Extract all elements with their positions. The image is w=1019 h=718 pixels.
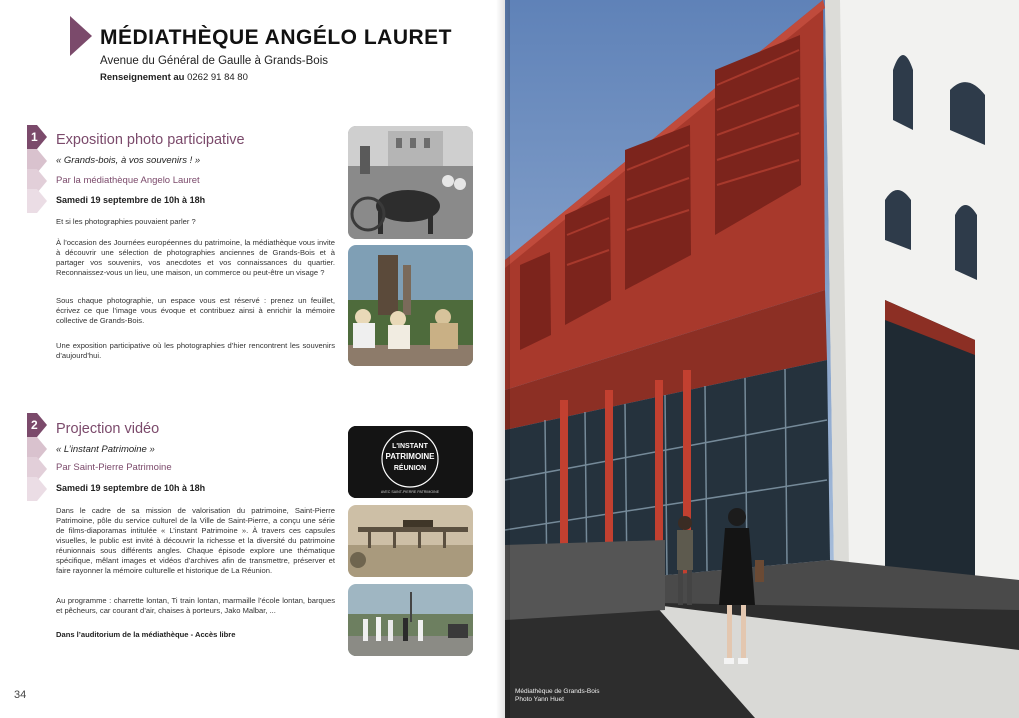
building-photo [505, 0, 1019, 718]
section-2-number: 2 [31, 418, 38, 432]
section-1-paragraph: À l’occasion des Journées européennes du patrimoine, la médiathèque vous invite à découvrir une sélection de photographies anciennes de Grands-Bois et à partager vos souvenirs, vos anecdotes et vos connaissances du quartier. Reconnaissez-vous un lieu, une maison, un commerce ou peut-être un visage ? [56, 238, 335, 277]
section-2-paragraph: Dans le cadre de sa mission de valorisation du patrimoine, Saint-Pierre Patrimoine, pôle du service culturel de la Ville de Saint-Pierre, a conçu une série de films-diaporamas intitulée « L’instant Patrimoine ». À travers ces capsules visuelles, le public est invité à découvrir la richesse et la diversité du patrimoine réunionnais sous différents angles. Chaque épisode explore une thématique spécifique, mêlant images et vidéos d’archives afin de transmettre, préserver et faire rayonner la mémoire culturelle et historique de La Réunion. [56, 506, 335, 575]
archive-photo-workers [348, 245, 473, 366]
section-1-title: Exposition photo participative [56, 132, 245, 148]
section-1-paragraph: Et si les photographies pouvaient parler ? [56, 217, 196, 226]
section-2-paragraph: Au programme : charrette lontan, Ti train lontan, marmaille l’école lontan, barques et pêcheurs, car courant d’air, chaises à porteurs, Jako Malbar, ... [56, 596, 335, 615]
section-2-subtitle: « L’instant Patrimoine » [56, 444, 155, 455]
header-arrow-icon [70, 16, 92, 56]
logo-small: AVEC SAINT-PIERRE PATRIMOINE [380, 490, 440, 494]
logo-line3: RÉUNION [393, 465, 427, 472]
phone-label: Renseignement au [100, 72, 185, 83]
address: Avenue du Général de Gaulle à Grands-Bois [100, 55, 329, 67]
section-1-organizer: Par la médiathèque Angelo Lauret [56, 175, 200, 186]
section-1-paragraph: Une exposition participative où les photographies d’hier rencontrent les souvenirs d’aujourd’hui. [56, 341, 335, 360]
page-number: 34 [14, 689, 27, 701]
photo-credit-author: Photo Yann Huet [515, 696, 564, 703]
page-gutter-shadow [496, 0, 510, 718]
photo-credit-place: Médiathèque de Grands-Bois [515, 688, 600, 695]
archive-photo-train-bridge [348, 505, 473, 577]
phone-info [100, 72, 248, 83]
archive-photo-procession [348, 584, 473, 656]
left-page [0, 0, 505, 718]
section-1-number: 1 [31, 130, 38, 144]
mediatheque-building-illustration [505, 0, 1019, 718]
instant-patrimoine-logo [348, 426, 473, 498]
section-1-subtitle: « Grands-bois, à vos souvenirs ! » [56, 155, 201, 166]
section-2-title: Projection vidéo [56, 421, 160, 437]
page-title: MÉDIATHÈQUE ANGÉLO LAURET [100, 26, 452, 49]
logo-line1: L'INSTANT [392, 443, 428, 450]
archive-photo-ox-cart [348, 126, 473, 239]
section-2-organizer: Par Saint-Pierre Patrimoine [56, 462, 172, 473]
section-2-date: Samedi 19 septembre de 10h à 18h [56, 483, 206, 493]
phone-number: 0262 91 84 80 [187, 72, 248, 83]
logo-line2: PATRIMOINE [385, 452, 435, 461]
photo-credit [515, 688, 600, 704]
section-1-marker [27, 125, 55, 201]
section-2-footer: Dans l’auditorium de la médiathèque - Accès libre [56, 630, 236, 639]
section-1-paragraph: Sous chaque photographie, un espace vous est réservé : prenez un feuillet, écrivez ce que l’image vous évoque et contribuez ainsi à enrichir la mémoire collective de Grands-Bois. [56, 296, 335, 325]
section-2-marker [27, 413, 55, 489]
section-1-date: Samedi 19 septembre de 10h à 18h [56, 195, 206, 205]
